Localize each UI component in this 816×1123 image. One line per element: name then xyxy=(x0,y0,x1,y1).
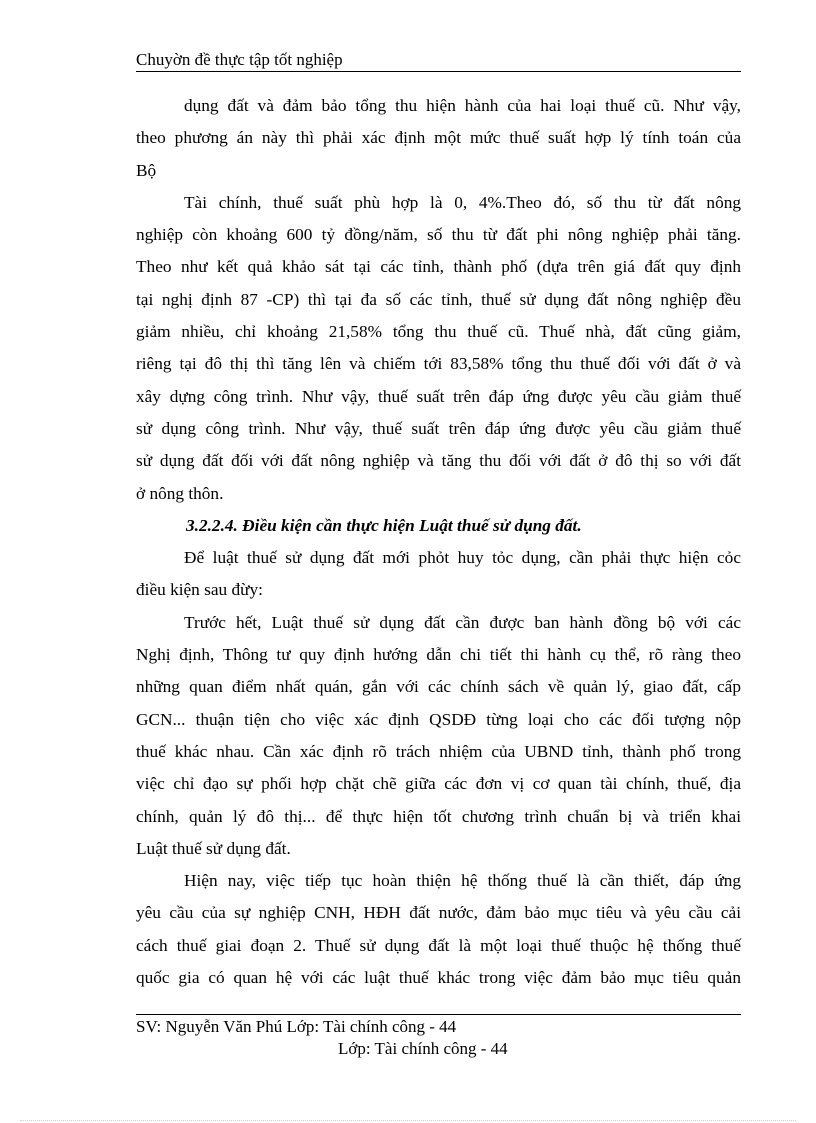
text-line: Tài chính, thuế suất phù hợp là 0, 4%.Theo đó, số thu từ đất nông xyxy=(184,192,741,212)
text-line: việc chỉ đạo sự phối hợp chặt chẽ giữa các đơn vị cơ quan tài chính, thuế, địa xyxy=(136,774,741,794)
text-line: Hiện nay, việc tiếp tục hoàn thiện hệ thống thuế là cần thiết, đáp ứng xyxy=(184,871,741,891)
text-line: riêng tại đô thị thì tăng lên và chiếm tới 83,58% tổng thu thuế đối với đất ở và xyxy=(136,354,741,374)
text-line: Bộ xyxy=(136,160,157,180)
footer-class-info: Lớp: Tài chính công - 44 xyxy=(338,1039,508,1058)
text-line: GCN... thuận tiện cho việc xác định QSDĐ từng loại cho các đối tượng nộp xyxy=(136,709,741,729)
text-line: Theo như kết quả khảo sát tại các tỉnh, thành phố (dựa trên giá đất quy định xyxy=(136,257,741,277)
page-bottom-border xyxy=(20,1120,796,1121)
text-line: ở nông thôn. xyxy=(136,483,224,503)
footer-student-info: SV: Nguyễn Văn Phú Lớp: Tài chính công - 44 xyxy=(136,1017,457,1036)
header-divider xyxy=(136,71,741,72)
text-line: những quan điểm nhất quán, gắn với các chính sách về quản lý, giao đất, cấp xyxy=(136,677,741,697)
text-line: cách thuế giai đoạn 2. Thuế sử dụng đất là một loại thuế thuộc hệ thống thuế xyxy=(136,935,741,955)
text-line: quốc gia có quan hệ với các luật thuế khác trong việc đảm bảo mục tiêu quản xyxy=(136,968,741,988)
page-header-title: Chuyờn đề thực tập tốt nghiệp xyxy=(136,50,343,69)
text-line: giảm nhiều, chỉ khoảng 21,58% tổng thu thuế cũ. Thuế nhà, đất cũng giảm, xyxy=(136,322,741,342)
text-line: thuế khác nhau. Cần xác định rõ trách nhiệm của UBND tỉnh, thành phố trong xyxy=(136,741,741,761)
text-line: yêu cầu của sự nghiệp CNH, HĐH đất nước, đảm bảo mục tiêu và yêu cầu cải xyxy=(136,903,741,923)
body-text xyxy=(136,90,741,994)
text-line: Trước hết, Luật thuế sử dụng đất cần được ban hành đồng bộ với các xyxy=(184,612,741,632)
text-line: Để luật thuế sử dụng đất mới phỏt huy tỏc dụng, cần phải thực hiện cỏc xyxy=(184,548,741,568)
text-line: chính, quản lý đô thị... để thực hiện tốt chương trình chuẩn bị và triển khai xyxy=(136,806,741,826)
text-line: xây dựng công trình. Như vậy, thuế suất trên đáp ứng được yêu cầu giảm thuế xyxy=(136,386,741,406)
text-line: nghiệp còn khoảng 600 tỷ đồng/năm, số thu từ đất phi nông nghiệp phải tăng. xyxy=(136,225,741,245)
text-line: sử dụng công trình. Như vậy, thuế suất trên đáp ứng được yêu cầu giảm thuế xyxy=(136,418,741,438)
text-line: Luật thuế sử dụng đất. xyxy=(136,838,291,858)
section-heading: 3.2.2.4. Điều kiện cần thực hiện Luật thuế sử dụng đất. xyxy=(186,515,582,535)
text-line: sử dụng đất đối với đất nông nghiệp và tăng thu đối với đất ở đô thị so với đất xyxy=(136,451,741,471)
text-line: dụng đất và đảm bảo tổng thu hiện hành của hai loại thuế cũ. Như vậy, xyxy=(184,96,741,115)
text-line: Nghị định, Thông tư quy định hướng dẫn chi tiết thi hành cụ thể, rõ ràng theo xyxy=(136,645,741,665)
text-line: theo phương án này thì phải xác định một mức thuế suất hợp lý tính toán của xyxy=(136,128,741,148)
text-line: tại nghị định 87 -CP) thì tại đa số các tỉnh, thuế sử dụng đất nông nghiệp đều xyxy=(136,289,741,309)
text-line: điều kiện sau đừy: xyxy=(136,580,263,600)
footer-divider xyxy=(136,1014,741,1015)
